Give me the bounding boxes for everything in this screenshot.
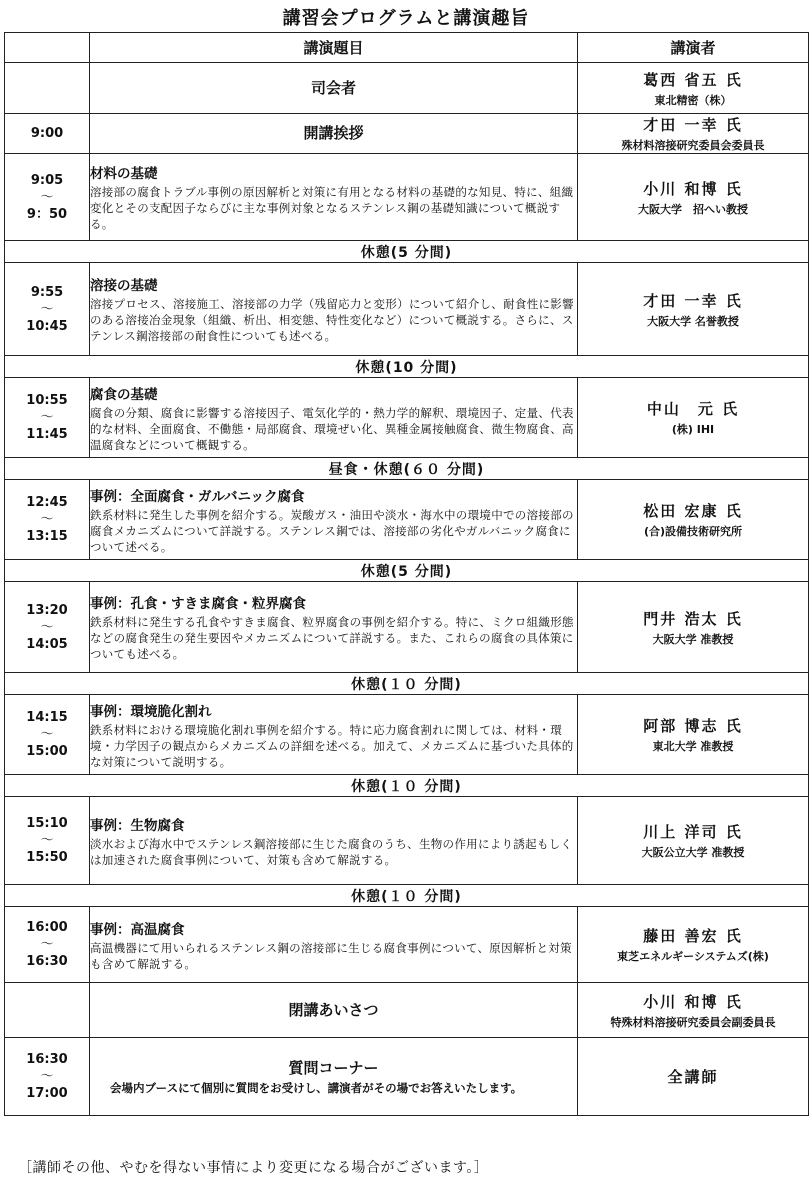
topic-description: 鉄系材料における環境脆化割れ事例を紹介する。特に応力腐食割れに関しては、材料・環境・力学因子の観点からメカニズムの詳細を述べる。加えて、メカニズムに基づいた具体的な対策について説明する。 bbox=[90, 722, 574, 769]
footnote: ［講師その他、やむを得ない事情により変更になる場合がございます。］ bbox=[18, 1160, 489, 1176]
speaker-name: 才田 一幸 氏 bbox=[643, 116, 743, 134]
time-end: 11:45 bbox=[26, 427, 68, 442]
table-row bbox=[5, 378, 809, 458]
topic-cell bbox=[90, 582, 578, 673]
time-end: 14:05 bbox=[26, 636, 68, 652]
time-separator: ～ bbox=[40, 937, 54, 952]
break-label: 休憩(１０ 分間) bbox=[5, 885, 809, 907]
speaker-cell bbox=[578, 797, 809, 885]
page-title: 講習会プログラムと講演趣旨 bbox=[282, 8, 530, 29]
table-row bbox=[5, 983, 809, 1038]
speaker-affiliation: 大阪大学 招へい教授 bbox=[638, 202, 748, 216]
topic-cell bbox=[90, 907, 578, 983]
topic-title: 事例：高温腐食 bbox=[90, 921, 185, 938]
speaker-cell bbox=[578, 480, 809, 560]
topic-cell bbox=[90, 263, 578, 356]
time-end: 15:50 bbox=[26, 850, 68, 865]
table-row bbox=[5, 695, 809, 775]
time-separator: ～ bbox=[40, 189, 54, 205]
speaker-cell bbox=[578, 378, 809, 458]
speaker-cell bbox=[578, 695, 809, 775]
time-cell bbox=[5, 378, 90, 458]
break-row bbox=[5, 775, 809, 797]
time-separator: ～ bbox=[40, 833, 54, 848]
time-cell bbox=[5, 154, 90, 241]
topic-description: 高温機器にて用いられるステンレス鋼の溶接部に生じる腐食事例について、原因解析と対策も含めて解説する。 bbox=[90, 940, 572, 971]
time-separator: ～ bbox=[40, 512, 54, 527]
topic-cell bbox=[90, 797, 578, 885]
time-separator: ～ bbox=[40, 1069, 54, 1084]
time-cell bbox=[5, 63, 90, 114]
break-label: 休憩(10 分間) bbox=[5, 356, 809, 378]
topic-title: 司会者 bbox=[310, 78, 356, 97]
break-label: 休憩(１０ 分間) bbox=[5, 673, 809, 695]
topic-title: 閉講あいさつ bbox=[288, 1000, 379, 1019]
speaker-affiliation: 東北大学 准教授 bbox=[652, 740, 734, 753]
topic-title: 質問コーナー bbox=[288, 1059, 379, 1077]
topic-title: 事例：環境脆化割れ bbox=[90, 703, 212, 720]
break-row bbox=[5, 241, 809, 263]
topic-description: 溶接プロセス、溶接施工、溶接部の力学（残留応力と変形）について紹介し、耐食性に影響のある溶接冶金現象（組織、析出、相変態、特性変化など）について概説する。さらに、ステンレス鋼溶接部の耐食性についても述べる。 bbox=[90, 297, 574, 343]
time-cell bbox=[5, 263, 90, 356]
time-end: 10:45 bbox=[26, 318, 68, 334]
speaker-name: 藤田 善宏 氏 bbox=[643, 927, 743, 945]
speaker-cell bbox=[578, 154, 809, 241]
time-end: 9：50 bbox=[26, 206, 68, 222]
time-cell bbox=[5, 695, 90, 775]
table-row bbox=[5, 154, 809, 241]
topic-description: 鉄系材料に発生した事例を紹介する。炭酸ガス・油田や淡水・海水中の環境中での溶接部の腐食メカニズムについて詳説する。ステンレス鋼では、溶接部の劣化やガルバニック腐食について述べる。 bbox=[90, 507, 574, 554]
topic-title: 事例：全面腐食・ガルバニック腐食 bbox=[90, 488, 305, 505]
break-row bbox=[5, 458, 809, 480]
table-row bbox=[5, 480, 809, 560]
table-row bbox=[5, 907, 809, 983]
speaker-name: 松田 宏康 氏 bbox=[643, 502, 743, 520]
time-cell bbox=[5, 1038, 90, 1116]
speaker-affiliation: 大阪公立大学 准教授 bbox=[641, 846, 745, 859]
topic-title: 腐食の基礎 bbox=[90, 386, 158, 403]
topic-cell bbox=[90, 983, 578, 1038]
time-start: 13:20 bbox=[26, 602, 68, 618]
speaker-name: 全講師 bbox=[667, 1068, 719, 1086]
time-start: 10:55 bbox=[26, 393, 68, 408]
time-start: 9:55 bbox=[30, 284, 64, 300]
topic-title: 溶接の基礎 bbox=[90, 278, 158, 294]
topic-cell bbox=[90, 1038, 578, 1116]
speaker-affiliation: 大阪大学 名誉教授 bbox=[647, 314, 739, 328]
time-separator: ～ bbox=[40, 301, 54, 317]
time-start: 9:05 bbox=[30, 172, 64, 188]
speaker-affiliation: (合)設備技術研究所 bbox=[643, 525, 743, 538]
speaker-cell bbox=[578, 114, 809, 154]
topic-cell bbox=[90, 154, 578, 241]
time-cell bbox=[5, 582, 90, 673]
time-separator: ～ bbox=[40, 619, 54, 635]
topic-title: 材料の基礎 bbox=[90, 166, 158, 182]
time-end: 13:15 bbox=[26, 529, 68, 544]
topic-description: 腐食の分類、腐食に影響する溶接因子、電気化学的・熱力学的解釈、環境因子、定量、代表的な材料、全面腐食、不働態・局部腐食、環境ぜい化、異種金属接触腐食、微生物腐食、高温腐食などについて概観する。 bbox=[90, 405, 574, 452]
speaker-name: 小川 和博 氏 bbox=[643, 992, 743, 1011]
topic-description: 溶接部の腐食トラブル事例の原因解析と対策に有用となる材料の基礎的な知見、特に、組織変化とその支配因子ならびに主な事例対象となるステンレス鋼の基礎知識について概説する。 bbox=[90, 185, 574, 231]
time-end: 16:30 bbox=[26, 954, 68, 969]
header-speaker: 講演者 bbox=[578, 33, 809, 63]
speaker-cell bbox=[578, 582, 809, 673]
break-label: 休憩(5 分間) bbox=[5, 560, 809, 582]
topic-description: 会場内ブースにて個別に質問をお受けし、講演者がその場でお答えいたします。 bbox=[110, 1081, 523, 1095]
speaker-cell bbox=[578, 907, 809, 983]
speaker-cell bbox=[578, 1038, 809, 1116]
header-time bbox=[5, 33, 90, 63]
header-topic: 講演題目 bbox=[90, 33, 578, 63]
topic-cell bbox=[90, 378, 578, 458]
topic-title: 開講挨拶 bbox=[303, 124, 364, 142]
time-start: 14:15 bbox=[26, 710, 68, 725]
topic-description: 淡水および海水中でステンレス鋼溶接部に生じた腐食のうち、生物の作用により誘起もしくは加速された腐食事例について、対策も含めて解説する。 bbox=[90, 836, 573, 867]
table-header-row bbox=[5, 33, 809, 63]
time-start: 15:10 bbox=[26, 816, 68, 831]
break-row bbox=[5, 560, 809, 582]
speaker-affiliation: 東北精密（株） bbox=[654, 93, 732, 107]
table-row bbox=[5, 63, 809, 114]
time-start: 16:30 bbox=[26, 1052, 68, 1067]
speaker-name: 小川 和博 氏 bbox=[643, 179, 743, 198]
time-start: 16:00 bbox=[26, 920, 68, 935]
time-cell bbox=[5, 480, 90, 560]
table-row bbox=[5, 797, 809, 885]
speaker-affiliation: 東芝エネルギーシステムズ(株) bbox=[617, 950, 769, 963]
speaker-affiliation: 特殊材料溶接研究委員会副委員長 bbox=[610, 1015, 776, 1029]
topic-cell bbox=[90, 63, 578, 114]
speaker-name: 葛西 省五 氏 bbox=[643, 70, 743, 89]
time-cell bbox=[5, 114, 90, 154]
topic-title: 事例：孔食・すきま腐食・粒界腐食 bbox=[90, 596, 306, 612]
break-label: 休憩(5 分間) bbox=[5, 241, 809, 263]
break-row bbox=[5, 885, 809, 907]
topic-cell bbox=[90, 114, 578, 154]
speaker-name: 中山 元 氏 bbox=[646, 400, 740, 418]
speaker-affiliation: 大阪大学 准教授 bbox=[652, 632, 734, 646]
speaker-affiliation: (株) IHI bbox=[671, 423, 715, 436]
break-row bbox=[5, 356, 809, 378]
topic-title: 事例：生物腐食 bbox=[90, 817, 185, 834]
program-table bbox=[4, 32, 809, 1116]
time-start: 12:45 bbox=[26, 495, 68, 510]
speaker-affiliation: 殊材料溶接研究委員会委員長 bbox=[621, 139, 765, 152]
table-row bbox=[5, 1038, 809, 1116]
speaker-name: 川上 洋司 氏 bbox=[643, 823, 743, 841]
table-row bbox=[5, 114, 809, 154]
topic-cell bbox=[90, 695, 578, 775]
time-end: 15:00 bbox=[26, 744, 68, 759]
topic-description: 鉄系材料に発生する孔食やすきま腐食、粒界腐食の事例を紹介する。特に、ミクロ組織形態などの腐食発生の発生要因やメカニズムについて詳説する。また、これらの腐食の具体策についても述べる。 bbox=[90, 615, 574, 661]
time-separator: ～ bbox=[40, 727, 54, 742]
time-end: 17:00 bbox=[26, 1086, 68, 1101]
table-row bbox=[5, 263, 809, 356]
break-label: 休憩(１０ 分間) bbox=[5, 775, 809, 797]
topic-cell bbox=[90, 480, 578, 560]
time-separator: ～ bbox=[40, 410, 54, 425]
speaker-name: 阿部 博志 氏 bbox=[643, 717, 743, 735]
break-row bbox=[5, 673, 809, 695]
speaker-name: 才田 一幸 氏 bbox=[643, 291, 743, 310]
speaker-cell bbox=[578, 983, 809, 1038]
table-row bbox=[5, 582, 809, 673]
time-cell bbox=[5, 907, 90, 983]
speaker-cell bbox=[578, 63, 809, 114]
break-label: 昼食・休憩(６０ 分間) bbox=[5, 458, 809, 480]
time-start: 9:00 bbox=[30, 126, 64, 141]
time-cell bbox=[5, 797, 90, 885]
speaker-cell bbox=[578, 263, 809, 356]
time-cell bbox=[5, 983, 90, 1038]
speaker-name: 門井 浩太 氏 bbox=[643, 609, 743, 628]
